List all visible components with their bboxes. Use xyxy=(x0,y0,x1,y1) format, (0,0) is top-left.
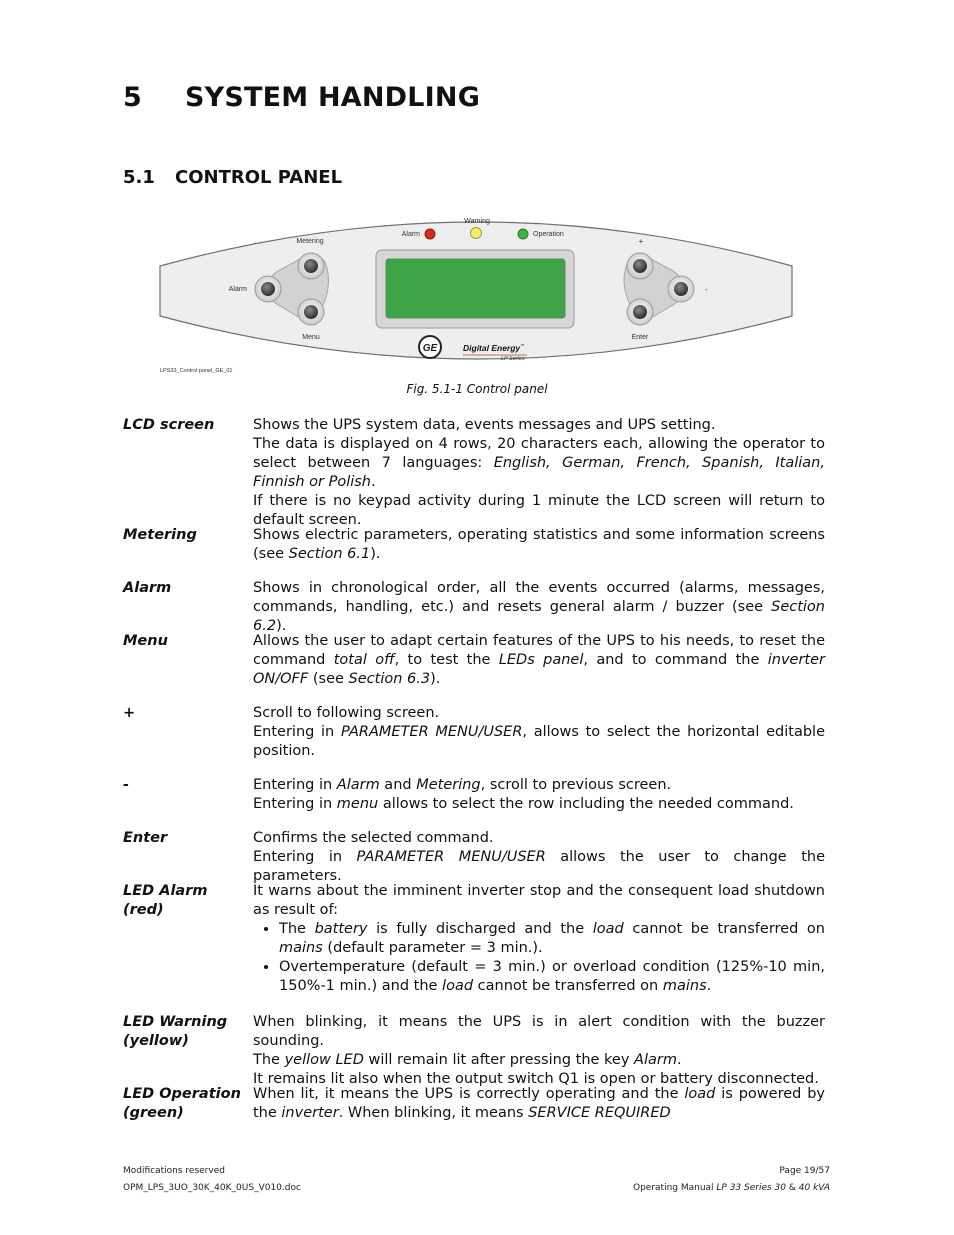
term-led-warning: LED Warning (yellow) xyxy=(123,1014,228,1049)
operation-led-label: Operation xyxy=(533,231,564,238)
alarm-led-label: Alarm xyxy=(401,231,420,238)
alarm-key-label: Alarm xyxy=(228,286,247,293)
desc-led-warning: When blinking, it means the UPS is in alert condition with the buzzer sounding. The yellow LED will remain lit after pressing the key Alarm. It remains lit also when the output switch Q1 is open or battery disconnected. xyxy=(253,1014,825,1087)
desc-minus: Entering in Alarm and Metering, scroll to previous screen. Entering in menu allows to select the row including the needed command. xyxy=(253,777,794,812)
figure-id: LPS33_Control panel_GE_01 xyxy=(160,368,233,374)
menu-key-label: Menu xyxy=(302,334,320,341)
minus-key-label: - xyxy=(705,285,708,294)
desc-metering: Shows electric parameters, operating statistics and some information screens (see Section 6.1). xyxy=(253,527,825,562)
footer-modifications: Modifications reserved xyxy=(123,1166,225,1176)
metering-key-label: Metering xyxy=(296,238,324,245)
term-menu: Menu xyxy=(123,633,168,649)
svg-text:GE: GE xyxy=(422,343,438,354)
term-alarm: Alarm xyxy=(123,580,172,596)
figure-caption: Fig. 5.1-1 Control panel xyxy=(406,382,548,396)
chapter-title: SYSTEM HANDLING xyxy=(185,82,481,113)
desc-menu: Allows the user to adapt certain features of the UPS to his needs, to reset the command total off, to test the LEDs panel, and to command the inverter ON/OFF (see Section 6.3). xyxy=(253,633,825,687)
desc-enter: Confirms the selected command. Entering in PARAMETER MENU/USER allows the user to change the parameters. xyxy=(253,830,825,884)
lcd-screen xyxy=(386,259,565,318)
desc-plus: Scroll to following screen. Entering in PARAMETER MENU/USER, allows to select the horizontal editable position. xyxy=(253,705,825,759)
section-heading xyxy=(123,167,342,188)
footer-manual-title: Operating Manual LP 33 Series 30 & 40 kVA xyxy=(632,1183,830,1193)
term-minus: - xyxy=(123,777,130,793)
footer-doc-name: OPM_LPS_3UO_30K_40K_0US_V010.doc xyxy=(123,1183,301,1193)
desc-lcd-screen: Shows the UPS system data, events messages and UPS setting. The data is displayed on 4 rows, 20 characters each, allowing the operator to select between 7 languages: English, German, French, Spanish, Italian, Finnish or Polish. If there is no keypad activity during 1 minute the LCD screen will return to default screen. xyxy=(253,417,825,528)
plus-key-label: + xyxy=(638,237,644,246)
chapter-number: 5 xyxy=(123,82,142,113)
section-number: 5.1 xyxy=(123,167,155,188)
list-item: • Overtemperature (default = 3 min.) or overload condition (125%-10 min, 150%-1 min.) and the load cannot be transferred on mains. xyxy=(279,958,825,996)
term-lcd-screen: LCD screen xyxy=(123,417,215,433)
warning-led xyxy=(471,228,482,239)
section-title: CONTROL PANEL xyxy=(175,167,343,188)
brand-name: Digital Energy™ xyxy=(463,343,525,353)
warning-led-label: Warning xyxy=(464,218,490,225)
chapter-heading xyxy=(123,82,480,113)
alarm-led xyxy=(425,229,435,239)
operation-led xyxy=(518,229,528,239)
brand-series: LP Series xyxy=(501,356,525,362)
desc-alarm: Shows in chronological order, all the events occurred (alarms, messages, commands, handling, etc.) and resets general alarm / buzzer (see Section 6.2). xyxy=(253,580,825,634)
list-item: • The battery is fully discharged and the load cannot be transferred on mains (default parameter = 3 min.). xyxy=(279,920,825,958)
footer-page-number: Page 19/57 xyxy=(779,1166,830,1176)
control-panel-figure xyxy=(150,200,810,380)
term-enter: Enter xyxy=(123,830,168,846)
term-plus: + xyxy=(123,705,136,721)
enter-key-label: Enter xyxy=(631,334,649,341)
desc-led-alarm: It warns about the imminent inverter stop and the consequent load shutdown as result of: • The battery is fully discharged and the load cannot be transferred on mains (default parameter = 3 min.). • Overtemperature (default = 3 min.) or overload condition (125%-10 min, 150%-1 min.) and the load cannot be transferred on mains. xyxy=(253,882,825,996)
term-led-operation: LED Operation (green) xyxy=(123,1086,241,1121)
term-metering: Metering xyxy=(123,527,197,543)
desc-led-operation: When lit, it means the UPS is correctly operating and the load is powered by the inverter. When blinking, it means SERVICE REQUIRED xyxy=(253,1086,825,1121)
term-led-alarm: LED Alarm (red) xyxy=(123,883,208,918)
